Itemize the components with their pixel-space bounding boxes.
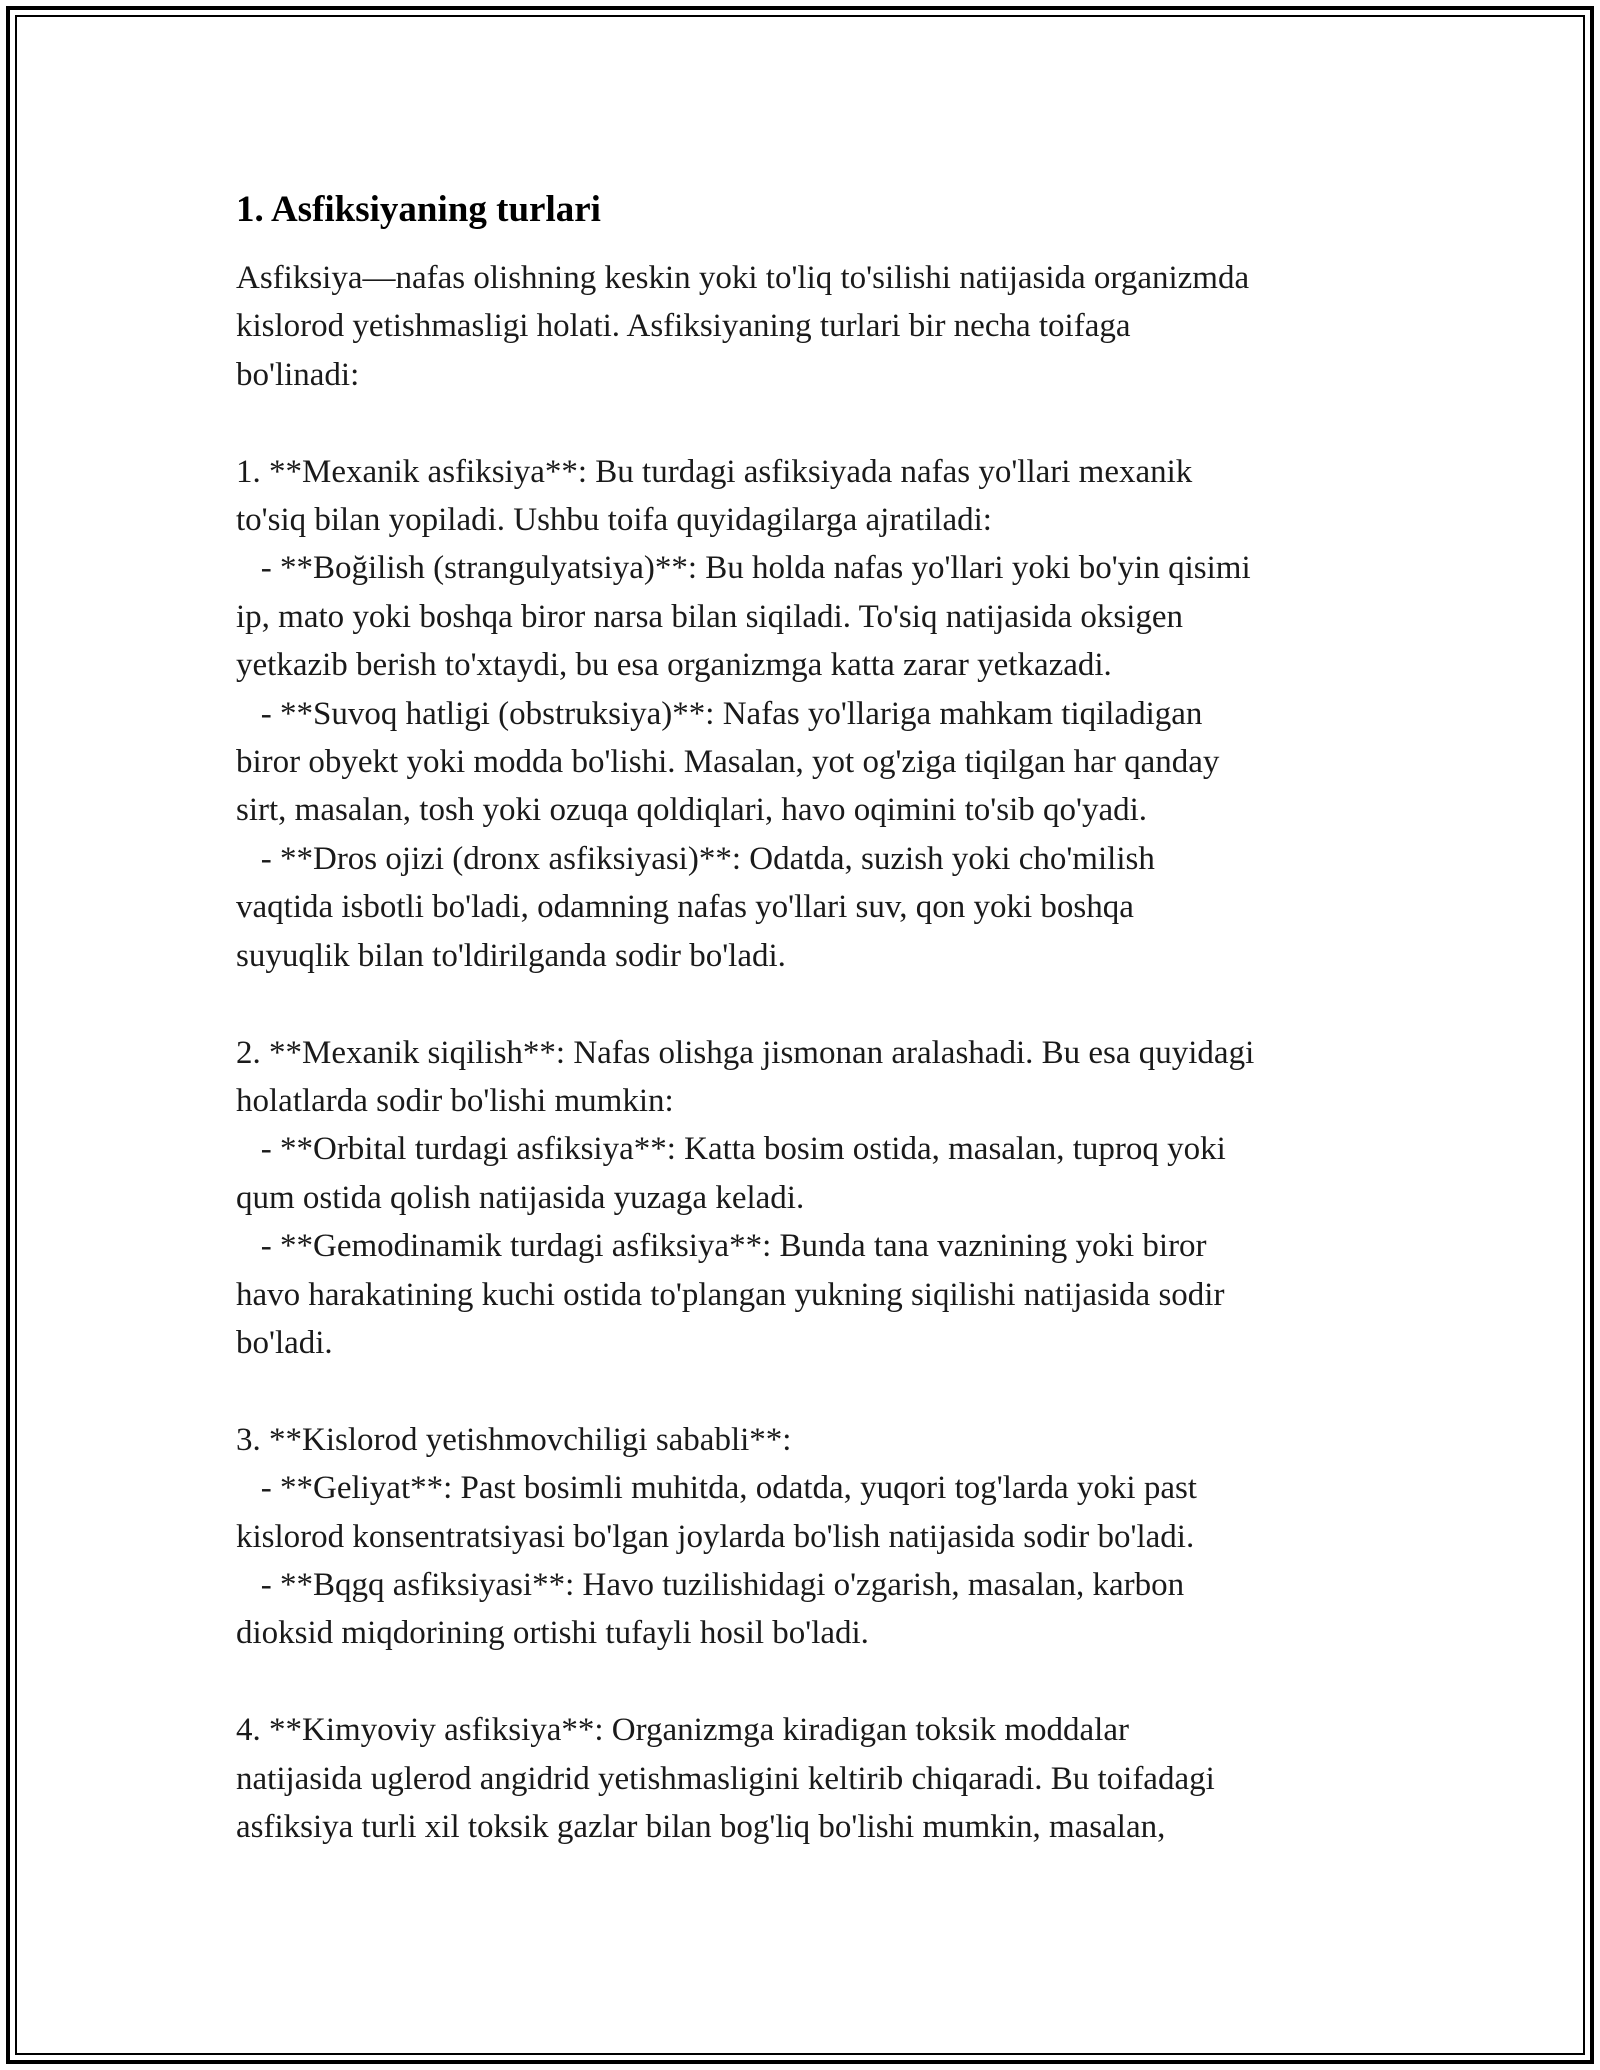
section-body-text: Asfiksiya—nafas olishning keskin yoki to'liq to'silishi natijasida organizmda kislorod yetishmasligi holati. Asfiksiyaning turlari bir necha toifaga bo'linadi: 1. **Mexanik asfiksiya**: Bu turdagi asfiksiyada nafas yo'llari mexanik to'siq bilan yopiladi. Ushbu toifa quyidagilarga ajratiladi: - **Boğilish (strangulyatsiya)**: Bu holda nafas yo'llari yoki bo'yin qisimi ip, mato yoki boshqa biror narsa bilan siqiladi. To'siq natijasida oksigen yetkazib berish to'xtaydi, bu esa organizmga katta zarar yetkazadi. - **Suvoq hatligi (obstruksiya)**: Nafas yo'llariga mahkam tiqiladigan biror obyekt yoki modda bo'lishi. Masalan, yot og'ziga tiqilgan har qanday sirt, masalan, tosh yoki ozuqa qoldiqlari, havo oqimini to'sib qo'yadi. - **Dros ojizi (dronx asfiksiyasi)**: Odatda, suzish yoki cho'milish vaqtida isbotli bo'ladi, odamning nafas yo'llari suv, qon yoki boshqa suyuqlik bilan to'ldirilganda sodir bo'ladi. 2. **Mexanik siqilish**: Nafas olishga jismonan aralashadi. Bu esa quyidagi holatlarda sodir bo'lishi mumkin: - **Orbital turdagi asfiksiya**: Katta bosim ostida, masalan, tuproq yoki qum ostida qolish natijasida yuzaga keladi. - **Gemodinamik turdagi asfiksiya**: Bunda tana vaznining yoki biror havo harakatining kuchi ostida to'plangan yukning siqilishi natijasida sodir bo'ladi. 3. **Kislorod yetishmovchiligi sababli**: - **Geliyat**: Past bosimli muhitda, odatda, yuqori tog'larda yoki past kislorod konsentratsiyasi bo'lgan joylarda bo'lish natijasida sodir bo'ladi. - **Bqgq asfiksiyasi**: Havo tuzilishidagi o'zgarish, masalan, karbon dioksid miqdorining ortishi tufayli hosil bo'ladi. 4. **Kimyoviy asfiksiya**: Organizmga kiradigan toksik moddalar natijasida uglerod angidrid yetishmasligini keltirib chiqaradi. Bu toifadagi asfiksiya turli xil toksik gazlar bilan bog'liq bo'lishi mumkin, masalan,	[236, 260, 1255, 1845]
document-content	[236, 186, 1376, 1851]
section-heading: 1. Asfiksiyaning turlari	[236, 189, 601, 230]
